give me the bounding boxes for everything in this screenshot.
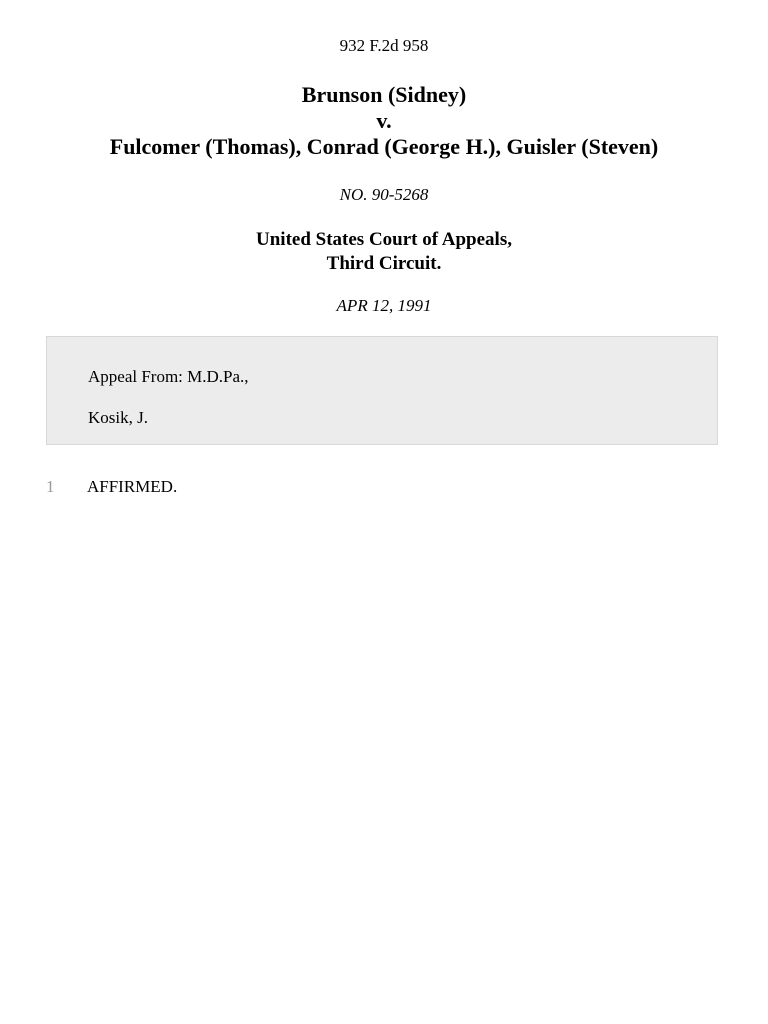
paragraph-number: 1: [46, 477, 55, 496]
judge-name: Kosik, J.: [88, 408, 148, 427]
versus-label: v.: [376, 108, 392, 133]
case-citation: 932 F.2d 958: [339, 36, 429, 55]
docket-number: NO. 90-5268: [339, 185, 429, 204]
decision-date: APR 12, 1991: [336, 296, 432, 315]
paragraph-text: AFFIRMED.: [87, 477, 178, 496]
appeal-info-box: [46, 336, 718, 445]
case-title: [0, 82, 768, 160]
court-name-line2: Third Circuit.: [326, 253, 442, 274]
court-name-line1: United States Court of Appeals,: [256, 229, 512, 250]
court-name: [0, 228, 768, 276]
party-respondents: Fulcomer (Thomas), Conrad (George H.), Guisler (Steven): [109, 134, 659, 159]
appeal-from: Appeal From: M.D.Pa.,: [88, 367, 249, 386]
party-petitioner: Brunson (Sidney): [301, 82, 467, 107]
